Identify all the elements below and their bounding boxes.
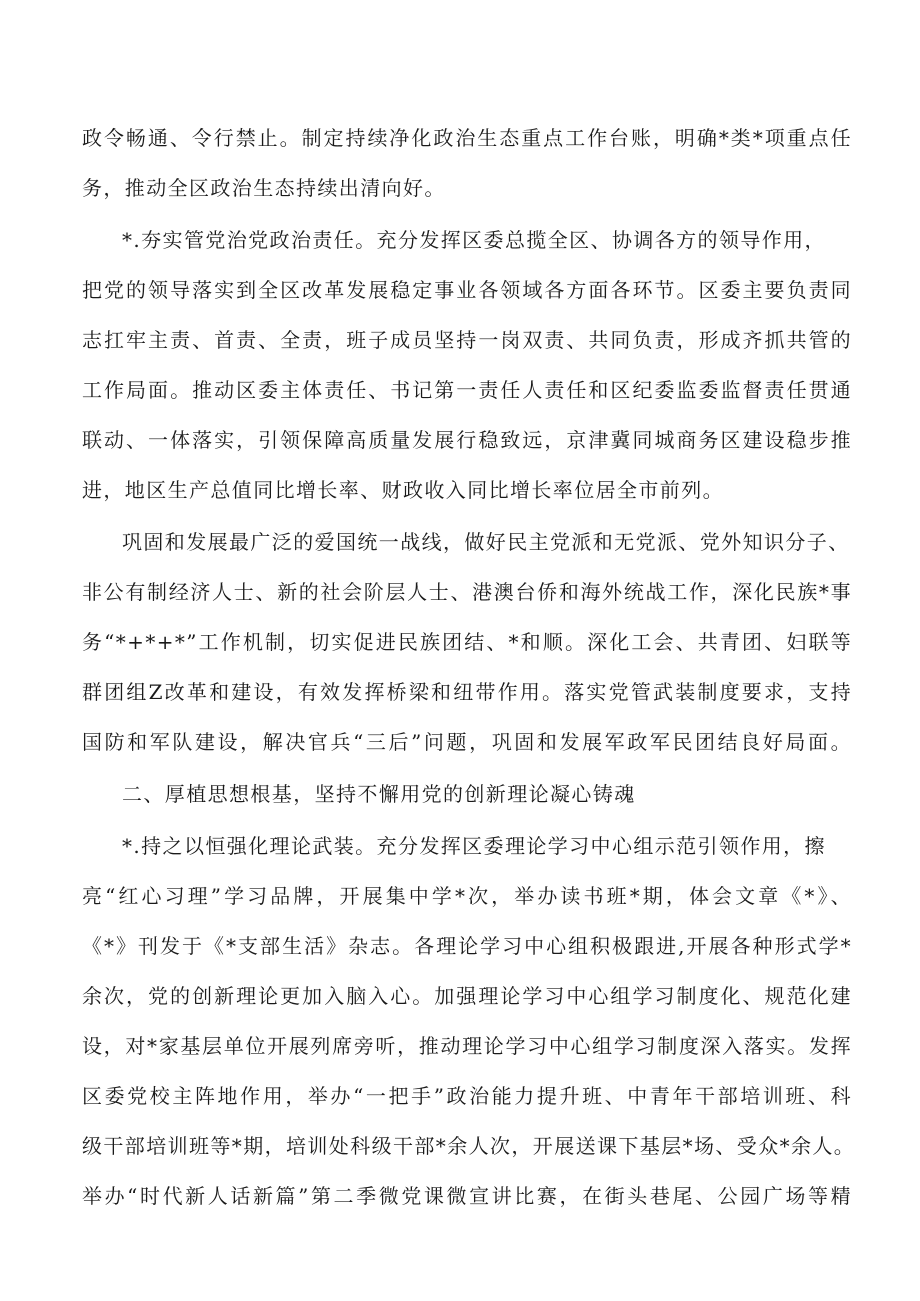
text-line: 群团组Z改革和建设，有效发挥桥梁和纽带作用。落实党管武装制度要求，支持 (82, 680, 852, 704)
text-line: 务，推动全区政治生态持续出清向好。 (82, 176, 446, 200)
text-line: 区委党校主阵地作用，举办“一把手”政治能力提升班、中青年干部培训班、科 (82, 1084, 852, 1108)
section-heading: 二、厚植思想根基，坚持不懈用党的创新理论凝心铸魂 (122, 782, 636, 806)
text-line: 进，地区生产总值同比增长率、财政收入同比增长率位居全市前列。 (82, 478, 724, 502)
text-line: 《*》刊发于《*支部生活》杂志。各理论学习中心组积极跟进,开展各种形式学* (82, 934, 852, 958)
text-line: 工作局面。推动区委主体责任、书记第一责任人责任和区纪委监委监督责任贯通 (82, 378, 852, 402)
text-line: 非公有制经济人士、新的社会阶层人士、港澳台侨和海外统战工作，深化民族*事 (82, 580, 852, 604)
text-line: 志扛牢主责、首责、全责，班子成员坚持一岗双责、共同负责，形成齐抓共管的 (82, 328, 852, 352)
text-line: 把党的领导落实到全区改革发展稳定事业各领域各方面各环节。区委主要负责同 (82, 278, 852, 302)
text-line: *.持之以恒强化理论武装。充分发挥区委理论学习中心组示范引领作用，擦 (122, 834, 826, 858)
text-line: 巩固和发展最广泛的爱国统一战线，做好民主党派和无党派、党外知识分子、 (122, 530, 850, 554)
text-line: 亮“红心习理”学习品牌，开展集中学*次，举办读书班*期，体会文章《*》、 (82, 884, 852, 908)
text-line: 务“*+*+*”工作机制，切实促进民族团结、*和顺。深化工会、共青团、妇联等 (82, 630, 852, 654)
text-line: 余次，党的创新理论更加入脑入心。加强理论学习中心组学习制度化、规范化建 (82, 984, 852, 1008)
text-line: 政令畅通、令行禁止。制定持续净化政治生态重点工作台账，明确*类*项重点任 (82, 126, 852, 150)
text-line: 联动、一体落实，引领保障高质量发展行稳致远，京津冀同城商务区建设稳步推 (82, 428, 852, 452)
text-line: 举办“时代新人话新篇”第二季微党课微宣讲比赛，在街头巷尾、公园广场等精 (82, 1184, 852, 1208)
text-line: 级干部培训班等*期，培训处科级干部*余人次，开展送课下基层*场、受众*余人。 (82, 1134, 856, 1158)
text-line: 国防和军队建设，解决官兵“三后”问题，巩固和发展军政军民团结良好局面。 (82, 730, 852, 754)
text-line: *.夯实管党治党政治责任。充分发挥区委总揽全区、协调各方的领导作用， (122, 228, 826, 252)
text-line: 设，对*家基层单位开展列席旁听，推动理论学习中心组学习制度深入落实。发挥 (82, 1034, 852, 1058)
